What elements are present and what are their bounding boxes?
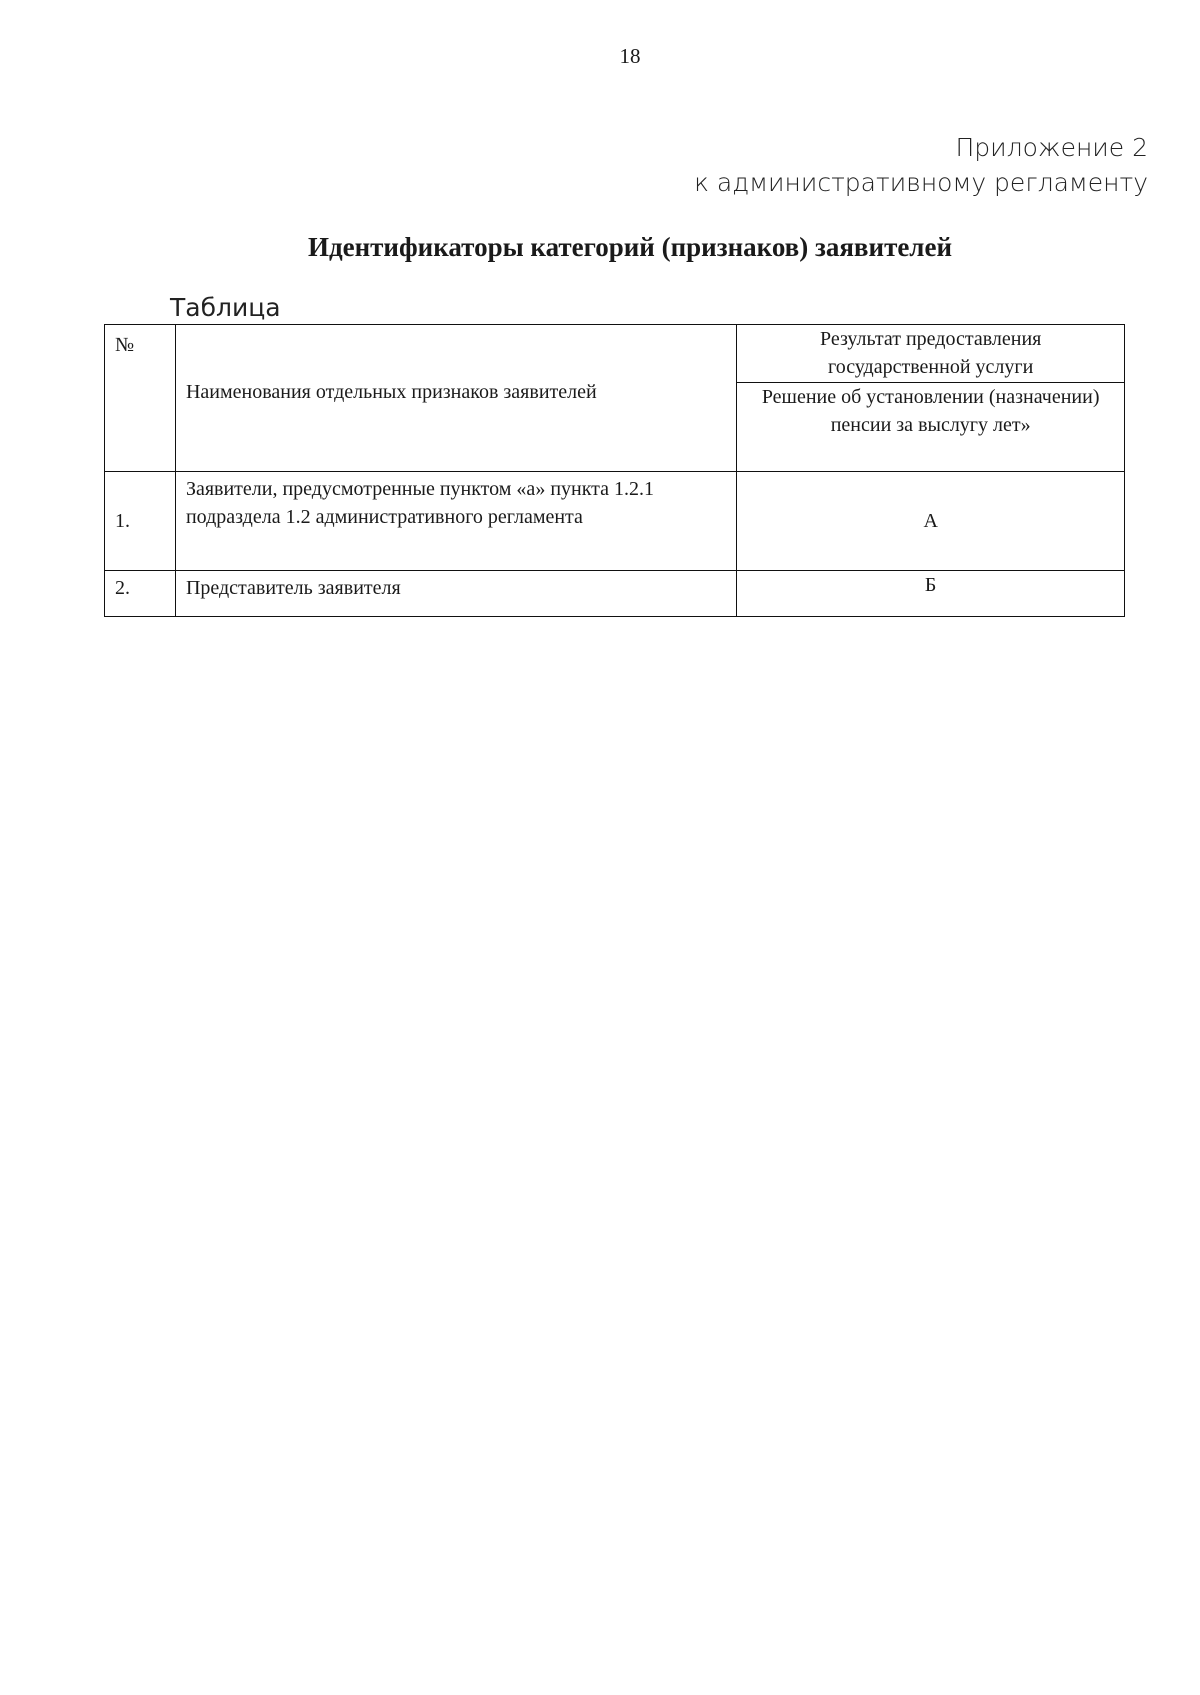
table-row — [105, 571, 1125, 617]
identifiers-table — [104, 324, 1125, 617]
row-2-number: 2. — [105, 571, 176, 617]
header-result-group: Результат предоставления государственной услуги — [737, 325, 1125, 383]
table-row — [105, 472, 1125, 571]
header-result-sub: Решение об установлении (назначении) пенсии за выслугу лет» — [737, 383, 1125, 472]
page-number: 18 — [619, 44, 641, 68]
header-name: Наименования отдельных признаков заявителей — [175, 325, 736, 472]
row-1-number: 1. — [105, 472, 176, 571]
row-2-name: Представитель заявителя — [175, 571, 736, 617]
row-1-result: А — [737, 472, 1125, 571]
row-1-name: Заявители, предусмотренные пунктом «а» пункта 1.2.1 подраздела 1.2 административного регламента — [175, 472, 736, 571]
document-title: Идентификаторы категорий (признаков) заявителей — [307, 232, 953, 262]
appendix-line-1: Приложение 2 — [955, 133, 1148, 162]
header-number: № — [105, 325, 176, 472]
appendix-heading — [694, 130, 1148, 200]
table-caption: Таблица — [170, 293, 281, 322]
table-header-row — [105, 325, 1125, 383]
appendix-line-2: к административному регламенту — [694, 168, 1148, 197]
row-2-result: Б — [737, 571, 1125, 617]
